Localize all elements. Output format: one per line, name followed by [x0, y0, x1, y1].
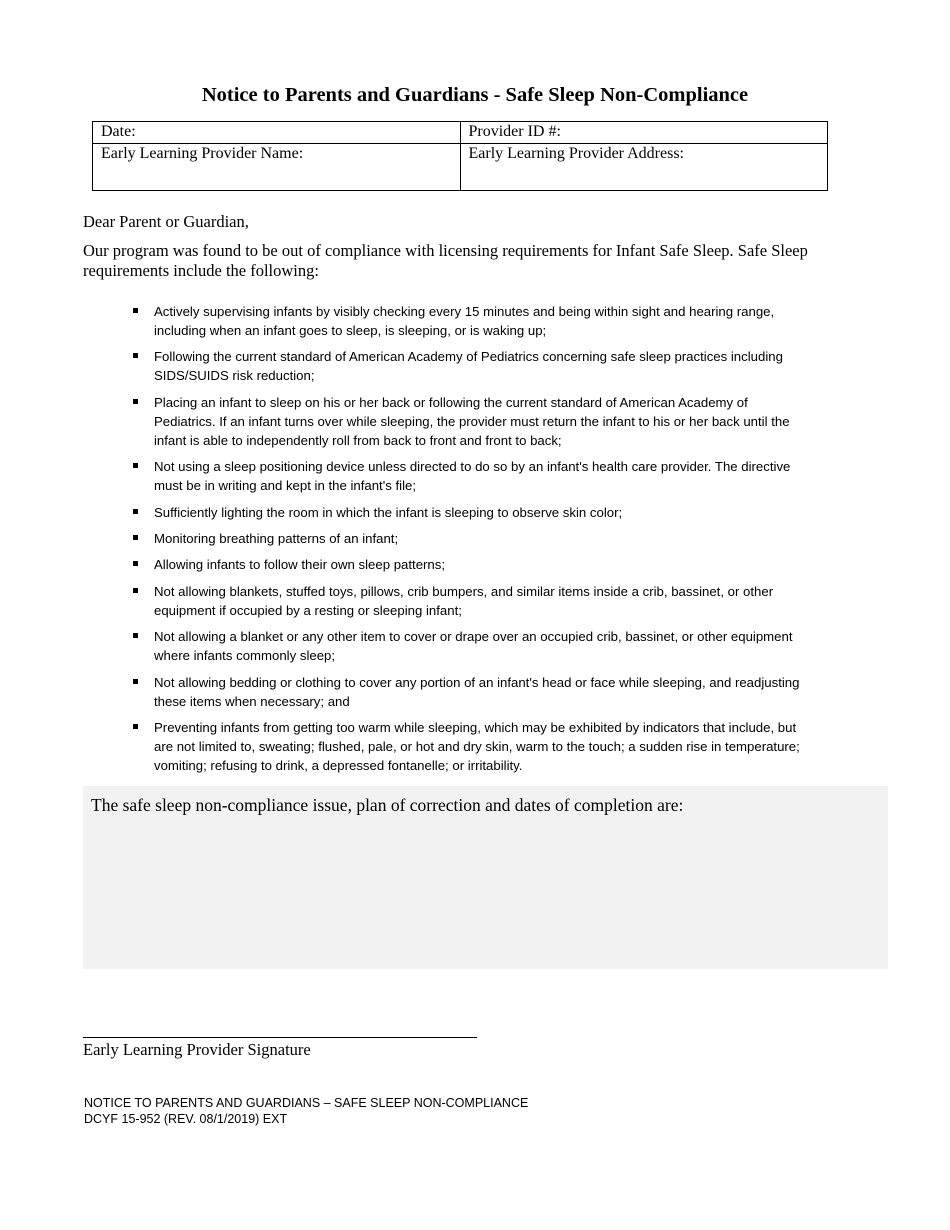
list-item-text: Not allowing blankets, stuffed toys, pillows, crib bumpers, and similar items inside a crib, bassinet, or other equipment if occupied by a resting or sleeping infant; — [154, 583, 774, 618]
provider-id-field[interactable] — [460, 122, 828, 144]
list-item — [132, 555, 812, 574]
list-item-text: Placing an infant to sleep on his or her back or following the current standard of American Academy of Pediatrics. If an infant turns over while sleeping, the provider must return the infant to his or her back until the infant is able to independently roll from back to front and front to back; — [154, 394, 790, 448]
provider-name-label: Early Learning Provider Name: — [101, 145, 304, 162]
list-item — [132, 503, 812, 522]
square-bullet-icon — [133, 679, 138, 684]
square-bullet-icon — [133, 353, 138, 358]
square-bullet-icon — [133, 463, 138, 468]
provider-id-label: Provider ID #: — [468, 123, 561, 140]
square-bullet-icon — [133, 399, 138, 404]
square-bullet-icon — [133, 308, 138, 313]
plan-of-correction-label: The safe sleep non-compliance issue, plan of correction and dates of completion are: — [91, 795, 684, 815]
date-field[interactable] — [93, 122, 461, 144]
square-bullet-icon — [133, 724, 138, 729]
list-item-text: Monitoring breathing patterns of an infant; — [154, 530, 399, 546]
list-item-text: Allowing infants to follow their own sleep patterns; — [154, 557, 446, 573]
list-item-text: Sufficiently lighting the room in which the infant is sleeping to observe skin color; — [154, 504, 623, 520]
signature-line[interactable] — [83, 1037, 477, 1038]
list-item-text: Preventing infants from getting too warm while sleeping, which may be exhibited by indicators that include, but are not limited to, sweating; flushed, pale, or hot and dry skin, warm to the touch; a sudden rise in temperature; vomiting; refusing to drink, a depressed fontanelle; or irritability. — [154, 719, 800, 773]
list-item — [132, 393, 812, 450]
provider-name-field[interactable] — [93, 144, 461, 191]
footer-form-title: NOTICE TO PARENTS AND GUARDIANS – SAFE SLEEP NON-COMPLIANCE — [84, 1096, 529, 1110]
list-item-text: Not allowing bedding or clothing to cover any portion of an infant's head or face while sleeping, and readjusting these items when necessary; and — [154, 674, 800, 709]
list-item-text: Actively supervising infants by visibly checking every 15 minutes and being within sight and hearing range, including when an infant goes to sleep, is sleeping, or is waking up; — [154, 304, 775, 338]
provider-address-field[interactable] — [460, 144, 828, 191]
table-row — [93, 122, 828, 144]
list-item — [132, 627, 812, 665]
form-footer — [84, 1096, 528, 1127]
list-item — [132, 457, 812, 495]
square-bullet-icon — [133, 561, 138, 566]
requirements-list — [132, 302, 812, 782]
greeting: Dear Parent or Guardian, — [83, 212, 249, 231]
list-item — [132, 673, 812, 711]
table-row — [93, 144, 828, 191]
date-label: Date: — [101, 123, 136, 140]
list-item — [132, 582, 812, 620]
list-item — [132, 302, 812, 340]
square-bullet-icon — [133, 535, 138, 540]
page-title: Notice to Parents and Guardians - Safe Sleep Non-Compliance — [201, 84, 749, 106]
list-item — [132, 718, 812, 775]
square-bullet-icon — [133, 509, 138, 514]
provider-address-label: Early Learning Provider Address: — [468, 145, 684, 162]
list-item-text: Not allowing a blanket or any other item to cover or drape over an occupied crib, bassinet, or other equipment where infants commonly sleep; — [154, 629, 793, 664]
square-bullet-icon — [133, 588, 138, 593]
list-item — [132, 529, 812, 548]
intro-paragraph: Our program was found to be out of compliance with licensing requirements for Infant Safe Sleep. Safe Sleep requirements include the following: — [83, 241, 808, 280]
footer-form-number: DCYF 15-952 (REV. 08/1/2019) EXT — [84, 1111, 288, 1126]
plan-of-correction-box[interactable] — [83, 786, 888, 969]
square-bullet-icon — [133, 633, 138, 638]
list-item — [132, 347, 812, 385]
signature-label: Early Learning Provider Signature — [83, 1040, 311, 1059]
list-item-text: Following the current standard of American Academy of Pediatrics concerning safe sleep practices including SIDS/SUIDS risk reduction; — [154, 349, 783, 384]
list-item-text: Not using a sleep positioning device unless directed to do so by an infant's health care provider. The directive must be in writing and kept in the infant's file; — [154, 459, 791, 494]
provider-info-table — [92, 121, 828, 191]
